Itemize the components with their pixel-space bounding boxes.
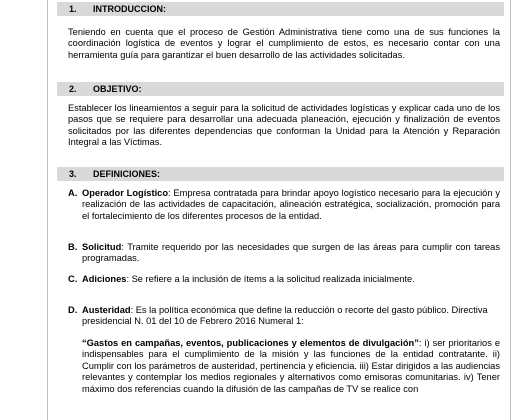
definition-text: : Empresa contratada para brindar apoyo logístico necesario para la ejecución y realización de las actividades de capacitación, alineación estratégica, socialización, promoción para el fortalecimiento de los diferentes procesos de la entidad.	[82, 188, 501, 221]
directive-quote	[82, 338, 500, 395]
definition-text: : Tramite requerido por las necesidades que surgen de las áreas para cumplir con tareas programadas.	[82, 242, 500, 264]
definition-letter: C.	[68, 274, 78, 284]
section-heading-objetivo	[57, 82, 504, 96]
definition-term: Adiciones	[82, 274, 127, 284]
definition-term: Operador Logístico	[82, 188, 169, 198]
definition-body	[82, 188, 500, 222]
introduccion-paragraph: Teniendo en cuenta que el proceso de Gestión Administrativa tiene como una de sus funciones la coordinación logística de eventos y lograr el cumplimiento de estos, es necesario contar con una herramienta guía para garantizar el buen desarrollo de las actividades solicitadas.	[68, 27, 500, 60]
section-heading-introduccion	[57, 2, 504, 16]
definition-letter: D.	[68, 305, 78, 315]
definition-body	[82, 242, 500, 265]
section-number: 1.	[69, 4, 77, 14]
definition-text: : Se refiere a la inclusión de ítems a la solicitud realizada inicialmente.	[126, 274, 415, 284]
section-heading-definiciones	[57, 167, 504, 181]
definition-body	[82, 274, 500, 285]
definition-term: Solicitud	[82, 242, 122, 252]
section-title: DEFINICIONES:	[93, 169, 161, 179]
definition-letter: B.	[68, 242, 78, 252]
section-title: OBJETIVO:	[93, 84, 142, 94]
section-title: INTRODUCCION:	[93, 4, 166, 14]
directive-quote-text: : i) ser prioritarios e indispensables para el cumplimiento de la misión y las funciones de la entidad contratante. ii) Cumplir con los parámetros de austeridad, pertinencia y eficiencia. iii) Estar dirigidos a las audiencias relevantes y contemplar los medios regionales y alternativos como emisoras comunitarias. iv) Tener máximo dos referencias cuando la difusión de las campañas de TV se realice con	[82, 338, 501, 394]
objetivo-paragraph: Establecer los lineamientos a seguir para la solicitud de actividades logísticas y explicar cada uno de los pasos que se requiere para desarrollar una adecuada planeación, ejecución y finalización de eventos solicitados por las diferentes dependencias que conforman la Unidad para la Atención y Reparación Integral a las Víctimas.	[68, 103, 500, 148]
section-number: 3.	[69, 169, 77, 179]
definition-letter: A.	[68, 188, 78, 198]
definition-text: : Es la política económica que define la reducción o recorte del gasto público. Directiva presidencial N. 01 del 10 de Febrero 2016 Numeral 1:	[82, 305, 488, 327]
section-number: 2.	[69, 84, 77, 94]
definition-body	[82, 305, 500, 328]
directive-quote-title: “Gastos en campañas, eventos, publicaciones y elementos de divulgación”	[82, 338, 419, 348]
definition-term: Austeridad	[82, 305, 131, 315]
